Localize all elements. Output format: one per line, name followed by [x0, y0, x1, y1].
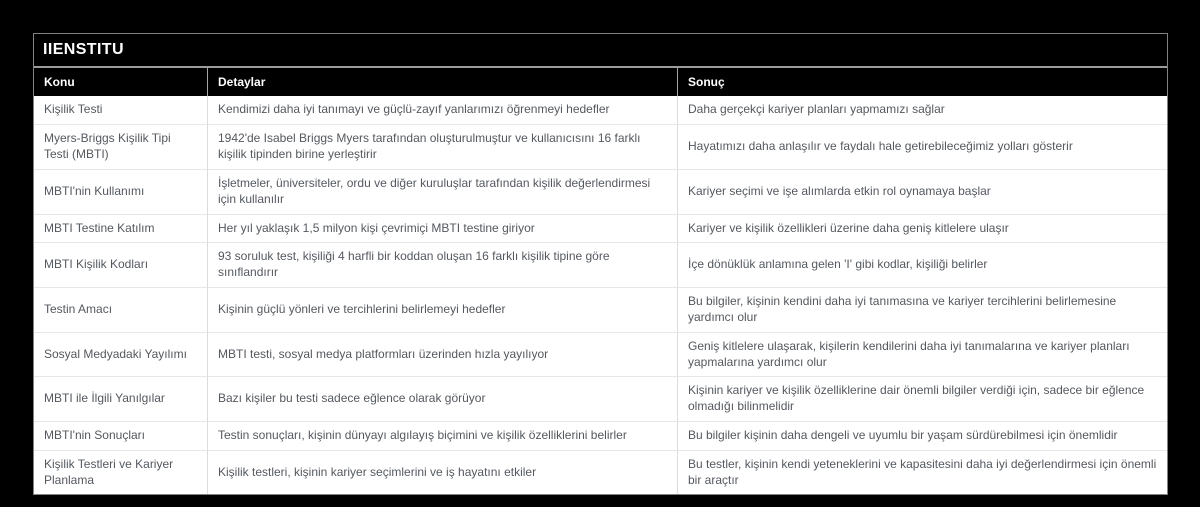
table-row: [34, 242, 1167, 287]
table-row: [34, 376, 1167, 421]
cell-sonuc: İçe dönüklük anlamına gelen 'I' gibi kodlar, kişiliği belirler: [677, 242, 1167, 287]
table-row: [34, 214, 1167, 243]
cell-sonuc: Geniş kitlelere ulaşarak, kişilerin kendilerini daha iyi tanımalarına ve kariyer planları yapmalarına yardımcı olur: [677, 332, 1167, 377]
cell-detaylar: 93 soruluk test, kişiliği 4 harfli bir koddan oluşan 16 farklı kişilik tipine göre sınıflandırır: [207, 242, 677, 287]
cell-detaylar: 1942'de Isabel Briggs Myers tarafından oluşturulmuştur ve kullanıcısını 16 farklı kişilik tipinden birine yerleştirir: [207, 124, 677, 169]
table-row: [34, 169, 1167, 214]
cell-konu: Myers-Briggs Kişilik Tipi Testi (MBTI): [34, 124, 207, 169]
column-header-sonuc: Sonuç: [677, 68, 1167, 96]
cell-detaylar: MBTI testi, sosyal medya platformları üzerinden hızla yayılıyor: [207, 332, 677, 377]
mbti-info-table: [33, 33, 1168, 495]
column-header-detaylar: Detaylar: [207, 68, 677, 96]
table-title-row: [34, 34, 1167, 68]
cell-konu: Sosyal Medyadaki Yayılımı: [34, 332, 207, 377]
cell-detaylar: Bazı kişiler bu testi sadece eğlence olarak görüyor: [207, 376, 677, 421]
column-header-konu: Konu: [34, 68, 207, 96]
cell-detaylar: Kişilik testleri, kişinin kariyer seçimlerini ve iş hayatını etkiler: [207, 450, 677, 495]
table-row: [34, 287, 1167, 332]
cell-detaylar: Testin sonuçları, kişinin dünyayı algılayış biçimini ve kişilik özelliklerini belirler: [207, 421, 677, 450]
cell-detaylar: Kişinin güçlü yönleri ve tercihlerini belirlemeyi hedefler: [207, 287, 677, 332]
cell-sonuc: Bu bilgiler, kişinin kendini daha iyi tanımasına ve kariyer tercihlerini belirlemesine yardımcı olur: [677, 287, 1167, 332]
cell-konu: MBTI ile İlgili Yanılgılar: [34, 376, 207, 421]
table-header-row: [34, 68, 1167, 96]
cell-sonuc: Kariyer ve kişilik özellikleri üzerine daha geniş kitlelere ulaşır: [677, 214, 1167, 243]
cell-konu: MBTI Kişilik Kodları: [34, 242, 207, 287]
cell-sonuc: Bu testler, kişinin kendi yeteneklerini ve kapasitesini daha iyi değerlendirmesi için önemli bir araçtır: [677, 450, 1167, 495]
cell-detaylar: Her yıl yaklaşık 1,5 milyon kişi çevrimiçi MBTI testine giriyor: [207, 214, 677, 243]
table-title: IIENSTITU: [34, 34, 1167, 68]
cell-konu: MBTI Testine Katılım: [34, 214, 207, 243]
table-row: [34, 450, 1167, 495]
cell-detaylar: Kendimizi daha iyi tanımayı ve güçlü-zayıf yanlarımızı öğrenmeyi hedefler: [207, 96, 677, 124]
table-row: [34, 421, 1167, 450]
cell-sonuc: Kişinin kariyer ve kişilik özelliklerine dair önemli bilgiler verdiği için, sadece bir eğlence olmadığı bilinmelidir: [677, 376, 1167, 421]
cell-sonuc: Bu bilgiler kişinin daha dengeli ve uyumlu bir yaşam sürdürebilmesi için önemlidir: [677, 421, 1167, 450]
cell-konu: Kişilik Testleri ve Kariyer Planlama: [34, 450, 207, 495]
table-row: [34, 96, 1167, 124]
cell-sonuc: Daha gerçekçi kariyer planları yapmamızı sağlar: [677, 96, 1167, 124]
cell-sonuc: Kariyer seçimi ve işe alımlarda etkin rol oynamaya başlar: [677, 169, 1167, 214]
cell-konu: Kişilik Testi: [44, 102, 103, 117]
cell-sonuc: Hayatımızı daha anlaşılır ve faydalı hale getirebileceğimiz yolları gösterir: [677, 124, 1167, 169]
table-row: [34, 124, 1167, 169]
cell-konu: MBTI'nin Sonuçları: [34, 421, 207, 450]
cell-detaylar: İşletmeler, üniversiteler, ordu ve diğer kuruluşlar tarafından kişilik değerlendirmesi için kullanılır: [207, 169, 677, 214]
table-row: [34, 332, 1167, 377]
cell-konu: Testin Amacı: [34, 287, 207, 332]
table-body: [34, 96, 1167, 494]
cell-konu: MBTI'nin Kullanımı: [34, 169, 207, 214]
